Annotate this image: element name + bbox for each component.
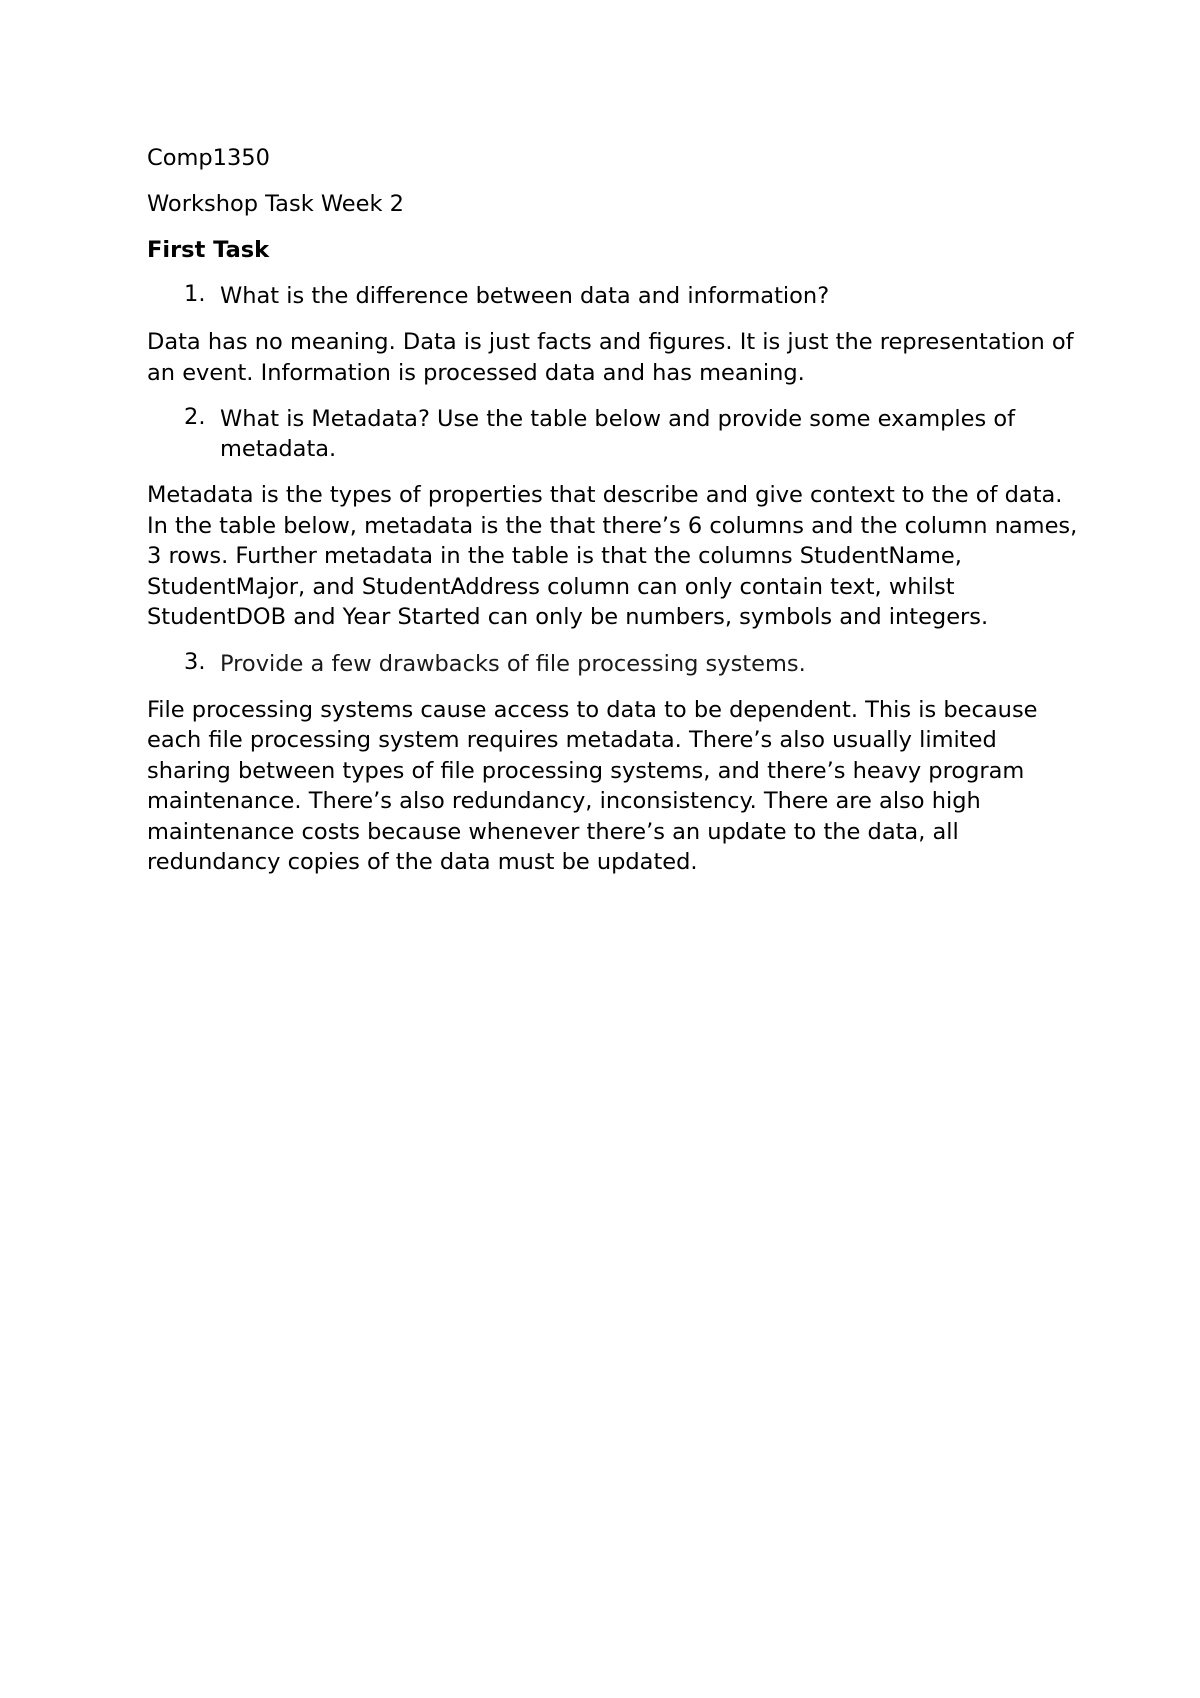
document-title: Workshop Task Week 2 bbox=[147, 191, 404, 217]
question-number: 2. bbox=[184, 404, 206, 430]
document-body bbox=[147, 143, 1082, 894]
question-3 bbox=[147, 649, 1082, 679]
answer-3: File processing systems cause access to data to be dependent. This is because each file processing system requires metadata. There’s also usually limited sharing between types of file processing systems, and there’s heavy program maintenance. There’s also redundancy, inconsistency. There are also high maintenance costs because whenever there’s an update to the data, all redundancy copies of the data must be updated. bbox=[147, 696, 1038, 875]
question-number: 3. bbox=[184, 648, 206, 675]
question-text: Provide a few drawbacks of file processing systems. bbox=[220, 650, 806, 677]
answer-1: Data has no meaning. Data is just facts and figures. It is just the representation of an event. Information is processed data and has meaning. bbox=[147, 329, 1074, 386]
question-2 bbox=[147, 404, 1082, 464]
question-text: What is the difference between data and information? bbox=[220, 283, 830, 309]
question-number: 1. bbox=[184, 281, 206, 307]
question-1 bbox=[147, 281, 1082, 311]
question-text: What is Metadata? Use the table below and provide some examples of metadata. bbox=[220, 406, 1016, 462]
section-heading: First Task bbox=[147, 237, 270, 263]
answer-2: Metadata is the types of properties that describe and give context to the of data. In the table below, metadata is the that there’s 6 columns and the column names, 3 rows. Further metadata in the table is that the columns StudentName, StudentMajor, and StudentAddress column can only contain text, whilst StudentDOB and Year Started can only be numbers, symbols and integers. bbox=[147, 482, 1078, 630]
course-code: Comp1350 bbox=[147, 145, 270, 171]
